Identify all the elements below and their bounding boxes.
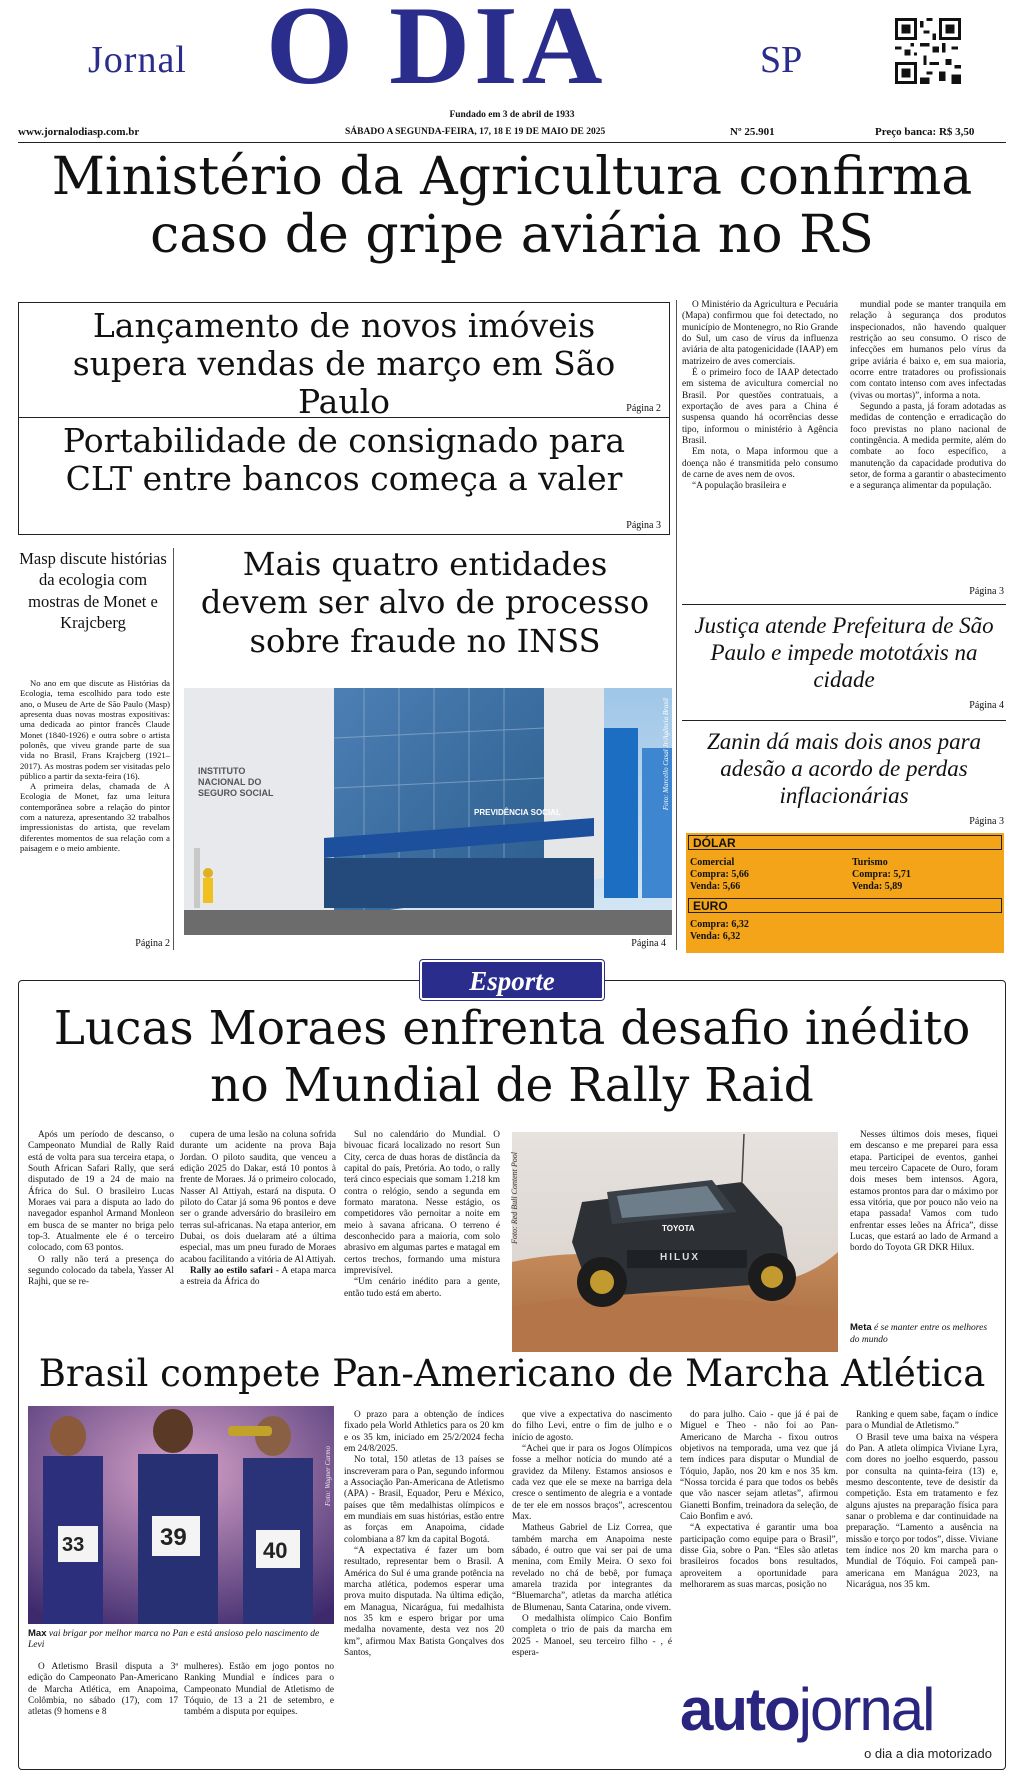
rally-photo[interactable] (512, 1132, 838, 1352)
box-imoveis-headline: Lançamento de novos imóveis supera vendas de março em São Paulo (72, 306, 616, 421)
ad-brand-auto: auto (680, 1676, 799, 1743)
box-imoveis-page: Página 2 (626, 403, 661, 414)
sport-tag[interactable] (420, 960, 604, 1000)
qr-code (895, 18, 961, 84)
marcha-photo-credit: Foto: Wagner Carmo (324, 1446, 332, 1507)
story-zanin[interactable]: Zanin dá mais dois anos para adesão a acordo de perdas inflacionárias (706, 729, 982, 809)
sport-col3: Sul no calendário do Mundial. O bivouac ficará localizado no resort Sun City, cerca de duas horas de distância da capital do país, Pretória. Ao todo, o rally terá cinco especiais que somam 1.218 km contra o relógio, sendo a segunda em formato maratona. Nesse estágio, os competidores vão pernoitar a noite em meio à savana africana. O terreno é desconhecido para a maioria, com solo abrasivo em algumas partes e matagal em certos trechos, formando uma mistura imprevisível. “Um cenário inédito para a gente, então tudo está em aberto. (344, 1130, 500, 1299)
date-line: SÁBADO A SEGUNDA-FEIRA, 17, 18 E 19 DE MAIO DE 2025 (345, 127, 606, 137)
marcha-photo[interactable] (28, 1406, 334, 1624)
euro-venda: Venda: 6,32 (690, 931, 741, 942)
box-imoveis[interactable] (18, 302, 670, 421)
story-mototaxis[interactable]: Justiça atende Prefeitura de São Paulo e impede mototáxis na cidade (694, 613, 994, 693)
masthead-rule (18, 142, 1006, 143)
marcha-col1: O prazo para a obtenção de índices fixado pela World Athletics para os 20 km e os 35 km, iniciado em 25/2/2024 fecha em 24/8/2025. No total, 150 atletas de 13 países se inscreveram para o Pan, segundo informou a Associação Pan-Americana de Atletismo (APA) - Brasil, Equador, Peru e México, países que têm medalhistas olímpicos e em mundiais em suas histórias, estão entre as forças em Anapoima, cidade colombiana a 87 km da capital Bogotá. “A expectativa é fazer um bom resultado, representar bem o Brasil. A América do Sul é uma grande potência na marcha atlética, podemos esperar uma prova muito disputada. Na última edição, em Managua, Nicarágua, fui medalhista nos 35 km e espero brigar por uma medalha novamente, desta vez nos 20 km”, afirmou Max Batista Gonçalves dos Santos, (344, 1410, 504, 1658)
box-consignado[interactable] (18, 418, 670, 535)
sport-headline[interactable]: Lucas Moraes enfrenta desafio inédito no Mundial de Rally Raid (53, 1001, 971, 1114)
masp-page: Página 2 (135, 938, 170, 949)
main-story-col1: O Ministério da Agricultura e Pecuária (Mapa) confirmou que foi detectado, no município de Montenegro, no Rio Grande do Sul, um caso de vírus da influenza aviária de alta patogenicidade (IAAP) em matrizeiro de aves comerciais. É o primeiro foco de IAAP detectado em sistema de avicultura comercial no Brasil. Por questões contratuais, a exportação de aves para a China é suspensa quando há ocorrências desse tipo, informou o ministério à Agência Brasil. Em nota, o Mapa informou que a doença não é transmitida pelo consumo de carne de aves nem de ovos. “A população brasileira e (682, 300, 838, 492)
sport-tag-label: Esporte (469, 966, 555, 996)
dolar-title: DÓLAR (688, 835, 1002, 850)
marcha-col3: do para julho. Caio - que já é pai de Miguel e Theo - não foi ao Pan-Americano de Marcha - fixou outros objetivos na temporada, uma vez que já tem índices para disputar o Mundial de Tóquio, Japão, nos 20 km e nos 35 km. “Nossa torcida é para que todos os bebês que vão nascer sejam atletas”, afirmou Gianetti Bonfim, treinadora da seleção, de Caio Bonfim e avó. “A expectativa é garantir uma boa participação como equipe para o Brasil”, disse Gia, sobre o Pan. “Eles são atletas brasileiros focados bons resultados, aproveitem a oportunidade para melhorarem as suas marcas, posição no (680, 1410, 838, 1590)
sport-col2-tail: - A etapa marca a estreia da África do (180, 1265, 336, 1288)
bib-40: 40 (263, 1538, 288, 1563)
masthead-title: O DIA (266, 0, 607, 108)
inss-photo-credit: Foto: Marcello Casal Jr/Agência Brasil (662, 698, 670, 811)
marcha-photo-col-a: O Atletismo Brasil disputa a 3ª edição do Campeonato Pan-Americano de Marcha Atlética, em Anapoima, Colômbia, no sábado (17), com 17 atletas (9 homens e 8 (28, 1662, 178, 1718)
marcha-headline[interactable]: Brasil compete Pan-Americano de Marcha Atlética (38, 1352, 986, 1395)
comercial-label: Comercial (690, 857, 735, 868)
inss-page: Página 4 (631, 938, 666, 949)
previdencia-sign: PREVIDÊNCIA SOCIAL (474, 808, 561, 817)
box-consignado-page: Página 3 (626, 520, 661, 531)
masp-text: No ano em que discute as Histórias da Ecologia, tema escolhido para todo este ano, o Museu de Arte de São Paulo (Masp) apresenta duas novas mostras expositivas: uma dedicada ao pintor francês Claude Monet (1840-1926) e outra sobre o artista polonês, que viveu grande parte de sua vida no Brasil, Frans Krajcberg (1921–2017). As mostras podem ser visitadas pelo público a partir da sexta-feira (16). A primeira delas, chamada de A Ecologia de Monet, faz uma leitura contemporânea sobre a relação do pintor com a natureza, apresentando 32 trabalhos impressionistas do artista, que revelam diferentes momentos de sua relação com a paisagem e o meio ambiente. (20, 678, 170, 853)
box-consignado-headline: Portabilidade de consignado para CLT entre bancos começa a valer (62, 421, 626, 498)
edition-number: Nº 25.901 (730, 126, 775, 138)
story-mototaxis-page: Página 4 (969, 700, 1004, 711)
rally-caption: Meta é se manter entre os melhores do mundo (850, 1322, 988, 1345)
founded-line: Fundado em 3 de abril de 1933 (449, 110, 575, 120)
main-headline[interactable]: Ministério da Agricultura confirma caso de gripe aviária no RS (51, 147, 973, 266)
truck-brand-hilux: HILUX (660, 1252, 700, 1263)
inss-photo[interactable] (184, 688, 672, 935)
main-story-col2: mundial pode se manter tranquila em relação à segurança dos produtos inspecionados, não havendo qualquer restrição ao seu consumo. O risco de infecções em humanos pelo vírus da gripe aviária é baixo e, em sua maioria, ocorre entre tratadores ou profissionais com contato intenso com aves infectadas (vivas ou mortas)”, informa a nota. Segundo a pasta, já foram adotadas as medidas de contenção e erradicação do foco previstas no plano nacional de contingência. A medida permite, além do combate ao foco específico, a manutenção da capacidade produtiva do setor, de forma a garantir o abastecimento e a segurança alimentar da população. (850, 300, 1006, 492)
euro-title: EURO (688, 898, 1002, 913)
price: Preço banca: R$ 3,50 (875, 126, 975, 138)
euro-compra: Compra: 6,32 (690, 919, 749, 930)
comercial-compra: Compra: 5,66 (690, 869, 749, 880)
sport-col4: Nesses últimos dois meses, fiquei em descanso e me preparei para essa etapa. Participei de eventos, ganhei meu terceiro Capacete de Ouro, foram dois meses bem intensos. Agora, estamos prontos para dar o máximo por essa vitória, que por pouco não veio na etapa passada! Vamos com tudo enfrentar esses leões na África”, disse Lucas, que estará ao lado de Armand a bordo do Toyota GR DKR Hilux. (850, 1130, 998, 1254)
marcha-photo-col-b: mulheres). Estão em jogo pontos no Ranking Mundial e índices para o Campeonato Mundial de Atletismo de Tóquio, de 13 a 21 de setembro, e também a disputa por equipes. (184, 1662, 334, 1718)
ad-tagline: o dia a dia motorizado (864, 1746, 992, 1761)
story-zanin-page: Página 3 (969, 816, 1004, 827)
main-story-page: Página 3 (969, 586, 1004, 597)
masp-headline[interactable]: Masp discute histórias da ecologia com mostras de Monet e Krajcberg (19, 549, 167, 633)
marcha-col4: Ranking e quem sabe, façam o índice para o Mundial de Atletismo.” O Brasil teve uma baixa na véspera do Pan. A atleta olímpica Viviane Lyra, com dores no joelho esquerdo, passou por consulta na quinta-feira (13) e, mesmo descontente, teve de desistir da competição. Esta em tratamento e fez alguns ajustes na preparação física para sanar o problema e dar continuidade na preparação. “Lamento a ausência na missão e torço por todos”, disse. Viviane tem índice nos 20 km marcha para o Mundial de Tóquio. Foi campeã pan-americana em Manágua 2023, na Nicarágua, nos 35 km. (846, 1410, 998, 1590)
website[interactable]: www.jornalodiasp.com.br (18, 126, 140, 138)
ad-brand-jornal: jornal (798, 1676, 934, 1743)
inss-sign: INSTITUTO NACIONAL DO SEGURO SOCIAL (198, 766, 274, 798)
rally-photo-credit: Foto: Red Bull Content Pool (510, 1152, 519, 1244)
masthead-sp: SP (760, 39, 803, 81)
bib-39: 39 (160, 1524, 187, 1551)
turismo-venda: Venda: 5,89 (852, 881, 903, 892)
comercial-venda: Venda: 5,66 (690, 881, 741, 892)
bib-33: 33 (62, 1534, 85, 1556)
autojornal-ad[interactable] (676, 1676, 1002, 1766)
turismo-label: Turismo (852, 857, 888, 868)
currency-box (686, 833, 1004, 953)
marcha-caption: Max vai brigar por melhor marca no Pan e está ansioso pelo nascimento de Levi (28, 1628, 320, 1651)
sport-col1: Após um período de descanso, o Campeonato Mundial de Rally Raid está de volta para sua terceira etapa, o South African Safari Rally, que será disputado de 19 a 24 de maio na África do Sul. O brasileiro Lucas Moraes vai para a disputa ao lado do navegador espanhol Armand Monleon em busca de se manter no briga pelo top-3. Atualmente ele é o terceiro colocado, com 63 pontos. O rally não terá a presença do segundo colocado da tabela, Yasser Al Rajhi, que se re- (28, 1130, 174, 1288)
sport-subhead: Rally ao estilo safari (190, 1265, 273, 1276)
turismo-compra: Compra: 5,71 (852, 869, 911, 880)
sport-col2: cupera de uma lesão na coluna sofrida durante um acidente na prova Baja Jordan. O piloto saudita, que venceu a edição 2025 do Dakar, está 10 pontos à frente de Moraes. Já o primeiro colocado, Nasser Al Attiyah, estará na disputa. O piloto do Catar já soma 96 pontos e deve ser o grande adversário do brasileiro em terras sul-africanas. Na etapa anterior, em Dubai, os dois duelaram até a última especial, mas um pneu furado de Moraes acabou facilitando a vitória de Al Attiyah. Rally ao estilo safari - A etapa marca a estreia da África do (180, 1130, 336, 1288)
truck-brand-toyota: TOYOTA (662, 1224, 695, 1233)
masthead-jornal: Jornal (88, 39, 187, 81)
inss-headline[interactable]: Mais quatro entidades devem ser alvo de processo sobre fraude no INSS (200, 545, 650, 660)
marcha-col2: que vive a expectativa do nascimento do filho Levi, entre o fim de julho e o início de agosto. “Achei que ir para os Jogos Olímpicos fosse a melhor notícia do mundo até a gravidez da Mileny. Estamos ansiosos e cada vez que ele se mexe na barriga dela cresce o sentimento de alegria e a vontade de ter ele em nossos braços”, acrescentou Max. Matheus Gabriel de Liz Correa, que também marcha em Anapoima neste sábado, é outro que vai ser pai de uma menina, com Emily Meira. O sexo foi revelado no chá de bebê, por fumaça amarela trazida por integrantes da “Bluemarcha”, atletas da marcha atlética de Blumenau, Santa Catarina, onde vivem. O medalhista olímpico Caio Bonfim completa o trio de pais da marcha em 2025 - Manoel, seu terceiro filho - , é espera- (512, 1410, 672, 1658)
